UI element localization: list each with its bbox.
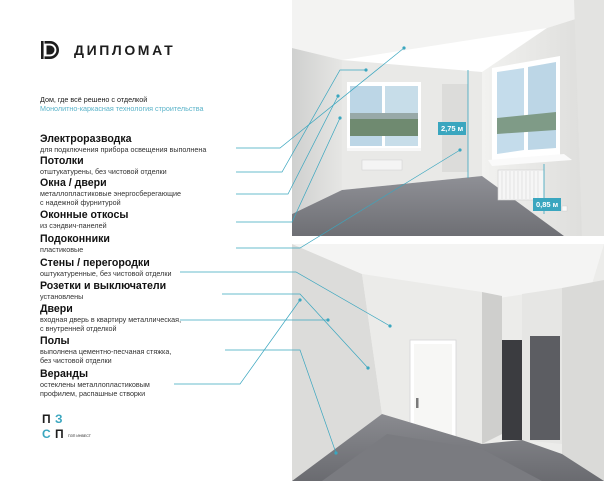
feature-windows-doors (40, 177, 181, 207)
partner-logo (40, 410, 100, 442)
photo-divider (292, 236, 604, 244)
feature-desc: отштукатурены, без чистовой отделки (40, 167, 167, 176)
feature-desc: металлопластиковые энергосберегающие (40, 189, 182, 198)
sill-height-badge: 0,85 м (533, 198, 561, 211)
partner-logo-letter: П (55, 427, 64, 441)
feature-desc: без чистовой отделки (40, 356, 112, 365)
brand-logo[interactable] (40, 40, 175, 60)
feature-desc: для подключения прибора освещения выполнена (40, 145, 207, 154)
feature-title: Оконные откосы (40, 209, 129, 221)
feature-title: Розетки и выключатели (40, 280, 167, 292)
tagline: Дом, где всё решено с отделкой (40, 95, 148, 104)
feature-desc: выполнена цементно-песчаная стяжка, (40, 347, 172, 356)
feature-desc: остеклены металлопластиковым (40, 380, 150, 389)
feature-wiring (40, 133, 206, 154)
feature-ceilings (40, 155, 167, 176)
partner-logo-letter: З (55, 412, 63, 426)
tagline-sub: Монолитно-каркасная технология строительства (40, 104, 204, 113)
brand-logo-icon (40, 40, 60, 60)
feature-verandas (40, 368, 150, 398)
feature-title: Подоконники (40, 233, 110, 245)
feature-title: Электроразводка (40, 133, 132, 145)
feature-desc: входная дверь в квартиру металлическая, (40, 315, 182, 324)
feature-desc: оштукатуренные, без чистовой отделки (40, 269, 172, 278)
feature-window-slopes (40, 209, 128, 230)
feature-title: Потолки (40, 155, 84, 167)
feature-desc: профилем, распашные створки (40, 389, 146, 398)
room-photo-bottom (292, 244, 604, 481)
feature-walls (40, 257, 172, 278)
feature-title: Веранды (40, 368, 89, 380)
feature-title: Полы (40, 335, 70, 347)
feature-desc: установлены (40, 292, 84, 301)
feature-sockets (40, 280, 166, 301)
brand-name: ДИПЛОМАТ (74, 42, 176, 58)
feature-title: Двери (40, 303, 73, 315)
partner-logo-caption: ПЗП ИНВЕСТ (68, 434, 91, 438)
feature-sills (40, 233, 110, 254)
feature-desc: пластиковые (40, 245, 84, 254)
info-panel (0, 0, 292, 481)
ceiling-height-badge: 2,75 м (438, 122, 466, 135)
partner-logo-letter: С (42, 427, 51, 441)
feature-desc: с надежной фурнитурой (40, 198, 121, 207)
feature-title: Стены / перегородки (40, 257, 150, 269)
feature-desc: с внутренней отделкой (40, 324, 117, 333)
room-illustration-bottom (292, 244, 604, 481)
feature-desc: из сэндвич-панелей (40, 221, 107, 230)
feature-title: Окна / двери (40, 177, 107, 189)
feature-floors (40, 335, 171, 365)
partner-logo-letter: П (42, 412, 51, 426)
feature-doors (40, 303, 181, 333)
